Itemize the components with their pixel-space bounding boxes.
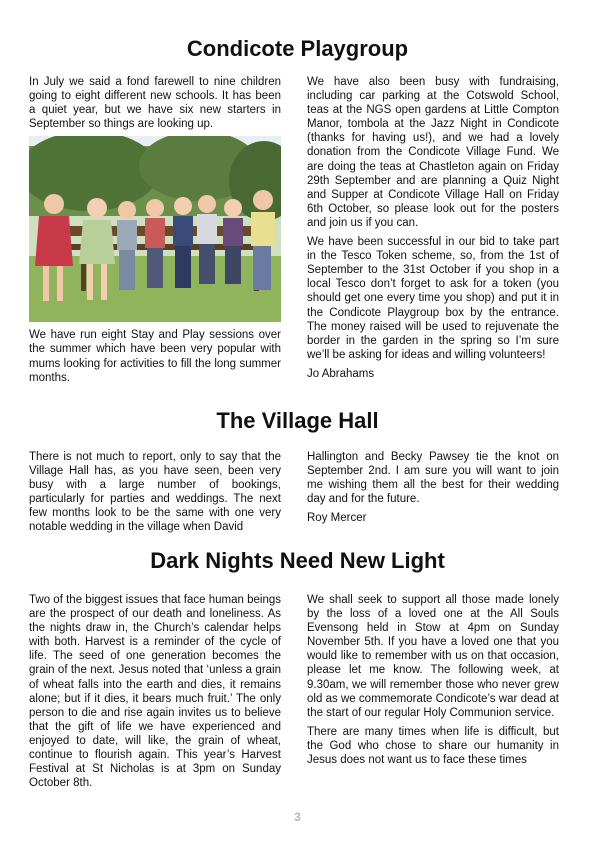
dark-nights-right-column xyxy=(307,593,559,772)
village-hall-right-column xyxy=(307,450,559,530)
dark-nights-right-paragraph-1: We shall seek to support all those made lonely by the loss of a loved one at the All Souls Evensong held in Stow at 4pm on Sunday November 5th. If you have a loved one that you would like to remember with us on that occasion, please let me know. The following week, at 9.30am, we will remember those who never grew old as we commemorate Condicote’s war dead at the start of our regular Holy Communion service. xyxy=(307,594,559,719)
playgroup-heading: Condicote Playgroup xyxy=(186,36,409,61)
playgroup-signature: Jo Abrahams xyxy=(307,367,375,380)
village-hall-heading: The Village Hall xyxy=(216,408,379,433)
children-on-bench-photo xyxy=(29,136,281,322)
village-hall-right-paragraph-1: Hallington and Becky Pawsey tie the knot on September 2nd. I am sure you will want to join me wishing them all the best for their wedding day and for the future. xyxy=(307,451,559,506)
village-hall-left-paragraph-1: There is not much to report, only to say that the Village Hall has, as you have seen, been very busy with a large number of bookings, particularly for parties and weddings. The next few months look to be the same with one very notable wedding in the village when David xyxy=(29,451,281,534)
village-hall-left-column xyxy=(29,450,281,540)
page-number: 3 xyxy=(294,810,301,824)
playgroup-right-paragraph-2: We have been successful in our bid to take part in the Tesco Token scheme, so, from the 1st of September to the 31st October if you shop in a local Tesco don’t forget to ask for a token (you should get one every time you shop) and put it in the Condicote Playgroup box by the entrance. The money raised will be used to rejuvenate the border in the garden in the spring so I’m sure we’ll be asking for ideas and willing volunteers! xyxy=(307,236,559,361)
playgroup-left-paragraph-1: In July we said a fond farewell to nine children going to eight different new schools. It has been a quiet year, but we have six new starters in September so things are looking up. xyxy=(29,76,281,131)
village-hall-signature: Roy Mercer xyxy=(307,512,367,525)
dark-nights-right-paragraph-2: There are many times when life is difficult, but the God who chose to share our humanity in Jesus does not want us to face these times xyxy=(307,725,559,767)
playgroup-left-column xyxy=(29,75,281,390)
playgroup-left-paragraph-2: We have run eight Stay and Play sessions over the summer which have been very popular with mums looking for activities to fill the long summer months. xyxy=(29,329,281,384)
playgroup-right-paragraph-1: We have also been busy with fundraising, including car parking at the Cotswold School, teas at the NGS open gardens at Little Compton Manor, tombola at the Jazz Night in Condicote (thanks for having us!), and we had a lovely donation from the Condicote Village Fund. We are doing the teas at Chastleton again on Friday 29th September and are planning a Quiz Night and Supper at Condicote Village Hall on Friday 6th October, so please look out for the posters and join us if you can. xyxy=(307,76,559,229)
playgroup-right-column xyxy=(307,75,559,386)
dark-nights-left-paragraph-1: Two of the biggest issues that face human beings are the prospect of our death and loneliness. As the nights draw in, the Church’s calendar helps with both. Harvest is a reminder of the cycle of life. The seed of one generation becomes the grain of the next. Jesus noted that ‘unless a grain of wheat falls into the earth and dies, it remains alone; but if it dies, it bears much fruit.’ The only person to die and rise again invites us to believe that the gift of life we have experienced and enjoyed to date, will like, the grain of wheat, continue to flourish again. This year’s Harvest Festival at St Nicholas is at 3pm on Sunday October 8th. xyxy=(29,594,281,790)
dark-nights-left-column xyxy=(29,593,281,795)
dark-nights-heading: Dark Nights Need New Light xyxy=(150,548,445,573)
